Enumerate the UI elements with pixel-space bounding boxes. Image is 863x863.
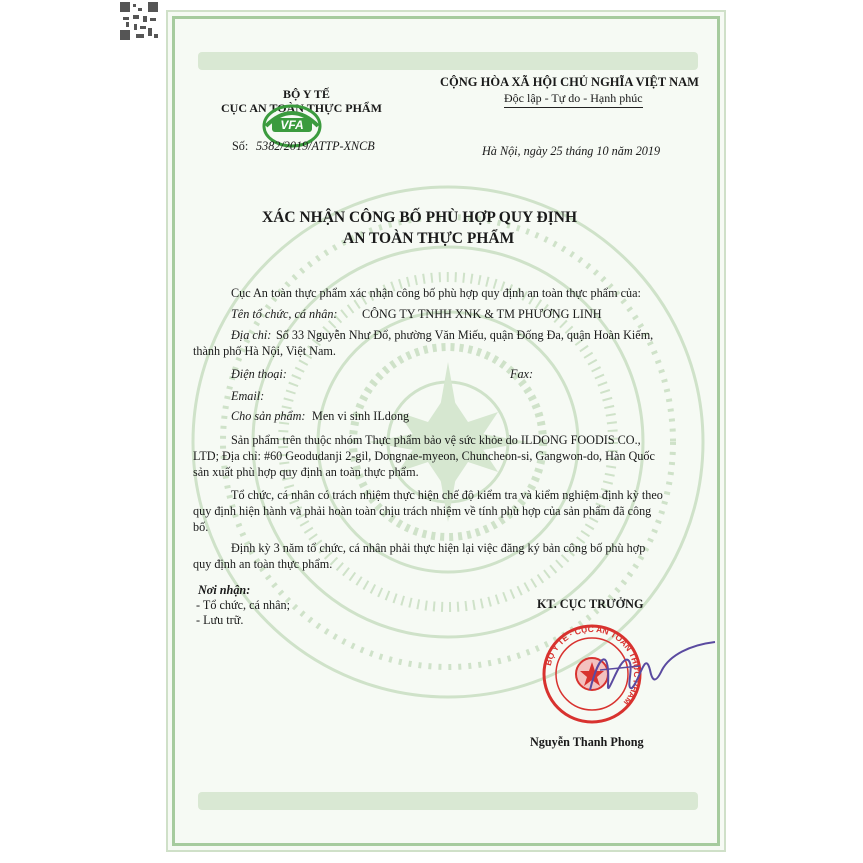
document-number: 5382/2019/ATTP-XNCB: [256, 139, 375, 153]
org-label: Tên tổ chức, cá nhân:: [231, 307, 338, 321]
national-motto: Độc lập - Tự do - Hạnh phúc: [504, 90, 643, 108]
seal-text: BỘ Y TẾ · CỤC AN TOÀN THỰC PHẨM: [542, 623, 643, 708]
recipients-label: Nơi nhận:: [198, 583, 251, 597]
recipient-item: - Lưu trữ.: [196, 613, 244, 627]
email-label: Email:: [231, 389, 265, 403]
handwritten-signature: [570, 630, 720, 710]
address-line1: Số 33 Nguyễn Như Đổ, phường Văn Miếu, quận Đống Đa, quận Hoàn Kiếm,: [276, 328, 654, 342]
signer-role: KT. CỤC TRƯỞNG: [537, 597, 644, 611]
document-number-label: Số:: [232, 139, 249, 153]
product-label: Cho sản phẩm:: [231, 409, 306, 423]
document-title-line1: XÁC NHẬN CÔNG BỐ PHÙ HỢP QUY ĐỊNH: [262, 209, 578, 226]
ministry-name: BỘ Y TẾ: [283, 87, 330, 101]
paragraph2-line3: bố.: [193, 520, 209, 534]
phone-label: Điện thoại:: [231, 367, 287, 381]
address-line2: thành phố Hà Nội, Việt Nam.: [193, 344, 336, 358]
intro-text: Cục An toàn thực phẩm xác nhận công bố phù hợp quy định an toàn thực phẩm của:: [231, 286, 641, 300]
logo-text: VFA: [280, 118, 304, 132]
qr-code-icon: [118, 0, 160, 42]
paragraph1-line3: sản xuất phù hợp quy định an toàn thực phẩm.: [193, 465, 419, 479]
address-label: Địa chỉ:: [231, 328, 272, 342]
paragraph3-line2: quy định an toàn thực phẩm.: [193, 557, 333, 571]
org-value: CÔNG TY TNHH XNK & TM PHƯƠNG LINH: [362, 307, 602, 321]
paragraph1-line1: Sản phẩm trên thuộc nhóm Thực phẩm bảo vệ sức khỏe do ILDONG FOODIS CO.,: [231, 433, 641, 447]
country-name: CỘNG HÒA XÃ HỘI CHỦ NGHĨA VIỆT NAM: [440, 75, 699, 89]
recipient-item: - Tổ chức, cá nhân;: [196, 598, 291, 612]
issue-date: Hà Nội, ngày 25 tháng 10 năm 2019: [482, 144, 661, 158]
fax-label: Fax:: [510, 367, 534, 381]
signer-name: Nguyễn Thanh Phong: [530, 735, 644, 749]
document-title-line2: AN TOÀN THỰC PHẨM: [343, 230, 515, 247]
paragraph2-line1: Tổ chức, cá nhân có trách nhiệm thực hiện chế độ kiểm tra và kiểm nghiệm định kỳ theo: [231, 488, 663, 502]
department-name: CỤC AN TOÀN THỰC PHẨM: [221, 101, 382, 115]
paragraph2-line2: quy định hiện hành và phải hoàn toàn chịu trách nhiệm về tính phù hợp của sản phẩm đã công: [193, 504, 652, 518]
product-value: Men vi sinh ILdong: [312, 409, 410, 423]
paragraph3-line1: Định kỳ 3 năm tổ chức, cá nhân phải thực hiện lại việc đăng ký bản công bố phù hợp: [231, 541, 646, 555]
paragraph1-line2: LTD; Địa chỉ: #60 Geodudanji 2-gil, Dongnae-myeon, Chuncheon-si, Gangwon-do, Hàn Quốc: [193, 449, 655, 463]
